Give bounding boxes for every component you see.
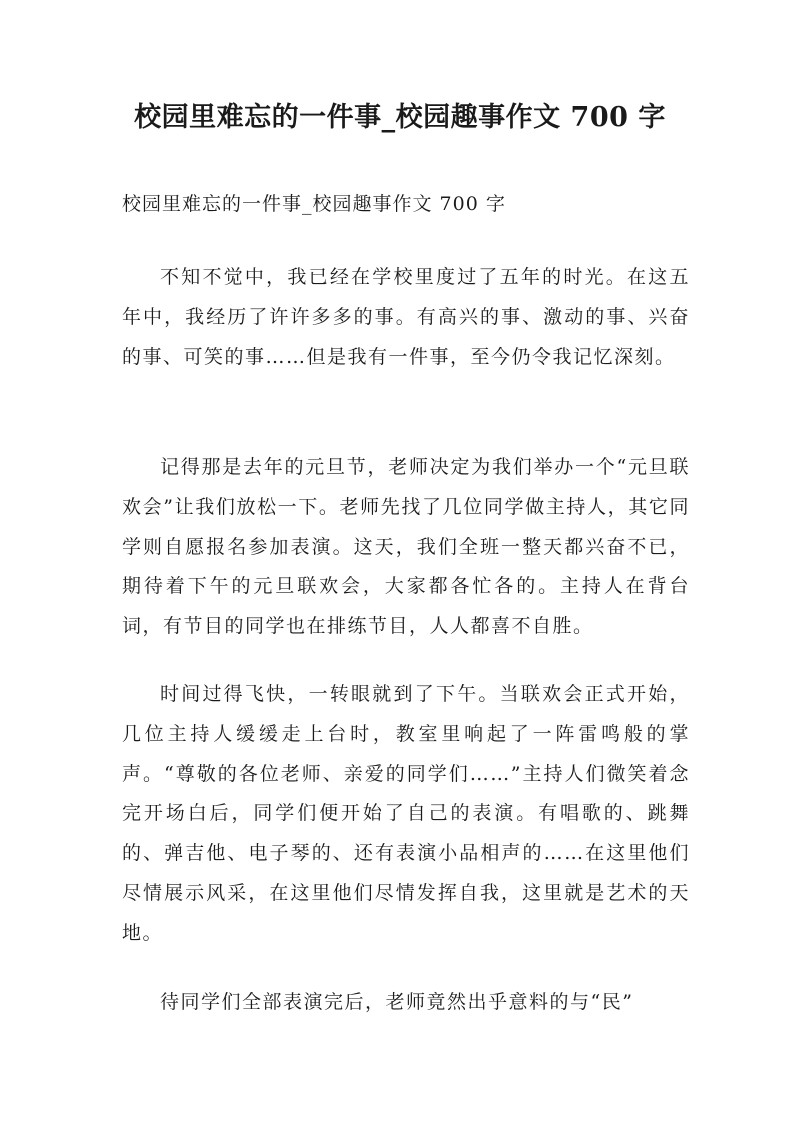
document-subtitle: 校园里难忘的一件事_校园趣事作文 700 字: [122, 193, 506, 215]
paragraph-1: 不知不觉中，我已经在学校里度过了五年的时光。在这五年中，我经历了许许多多的事。有高兴的事、激动的事、兴奋的事、可笑的事……但是我有一件事，至今仍令我记忆深刻。: [122, 266, 690, 368]
paragraph-3: 时间过得飞快，一转眼就到了下午。当联欢会正式开始，几位主持人缓缓走上台时，教室里响起了一阵雷鸣般的掌声。“尊敬的各位老师、亲爱的同学们……”主持人们微笑着念完开场白后，同学们便开始了自己的表演。有唱歌的、跳舞的、弹吉他、电子琴的、还有表演小品相声的……在这里他们尽情展示风采，在这里他们尽情发挥自我，这里就是艺术的天地。: [122, 683, 690, 944]
document-title: 校园里难忘的一件事_校园趣事作文 700 字: [134, 102, 666, 133]
paragraph-4: 待同学们全部表演完后，老师竟然出乎意料的与“民”: [160, 991, 634, 1013]
paragraph-2: 记得那是去年的元旦节，老师决定为我们举办一个“元旦联欢会”让我们放松一下。老师先找了几位同学做主持人，其它同学则自愿报名参加表演。这天，我们全班一整天都兴奋不已，期待着下午的元旦联欢会，大家都各忙各的。主持人在背台词，有节目的同学也在排练节目，人人都喜不自胜。: [122, 456, 690, 638]
